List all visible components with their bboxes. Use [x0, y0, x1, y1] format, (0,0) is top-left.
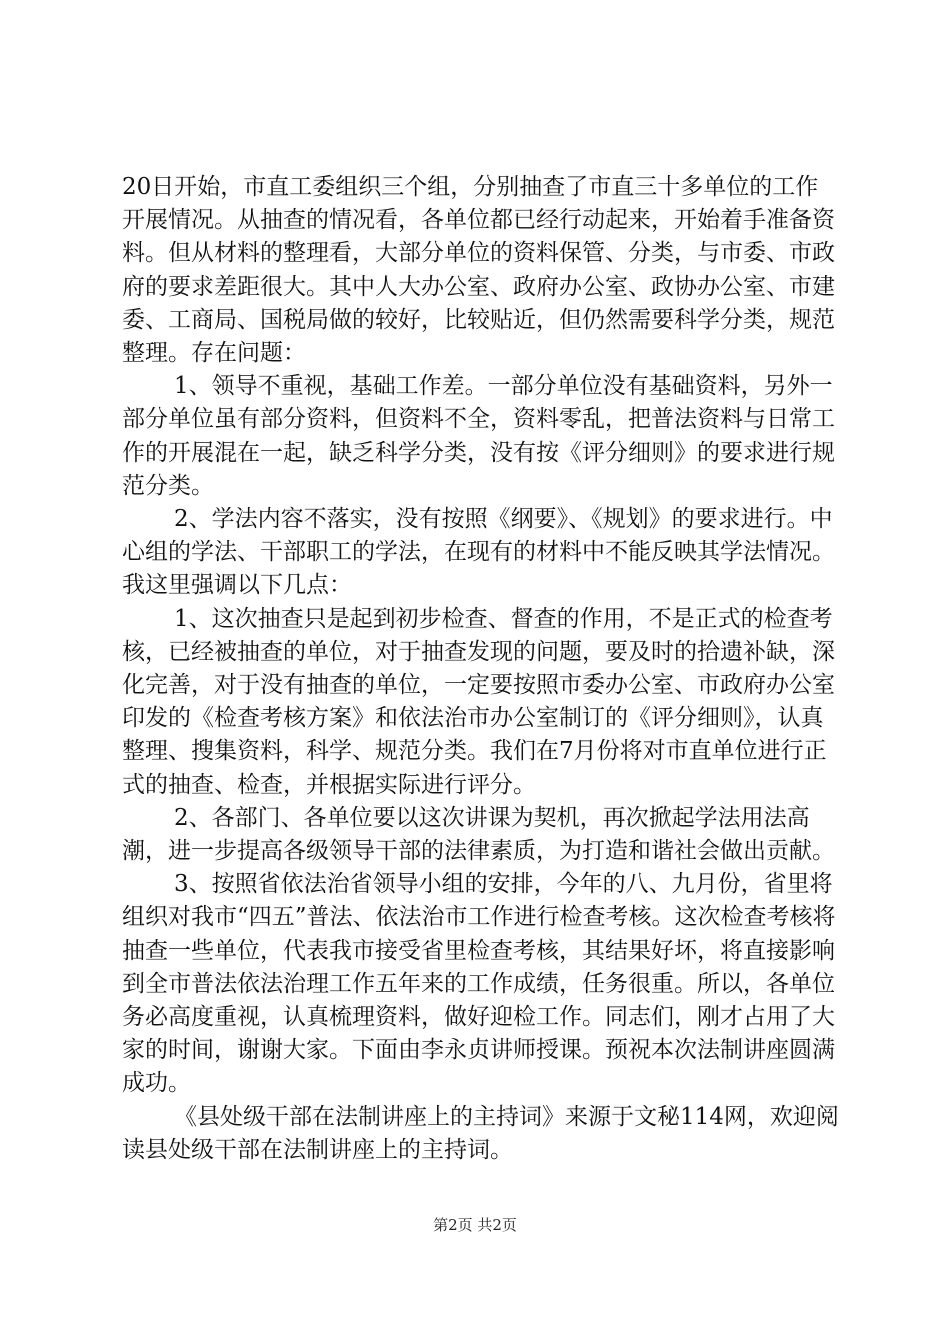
paragraph-intro: 20日开始，市直工委组织三个组，分别抽查了市直三十多单位的工作开展情况。从抽查的情况看，各单位都已经行动起来，开始着手准备资料。但从材料的整理看，大部分单位的资料保管、分类，与市委、市政府的要求差距很大。其中人大办公室、政府办公室、政协办公室、市建委、工商局、国税局做的较好，比较贴近，但仍然需要科学分类，规范整理。存在问题：: [122, 174, 835, 367]
paragraph-problem-2: 2、学法内容不落实，没有按照《纲要》、《规划》的要求进行。中心组的学法、干部职工的学法，在现有的材料中不能反映其学法情况。我这里强调以下几点：: [122, 506, 835, 599]
paragraph-point-3: 3、按照省依法治省领导小组的安排，今年的八、九月份，省里将组织对我市“四五”普法、依法治市工作进行检查考核。这次检查考核将抽查一些单位，代表我市接受省里检查考核，其结果好坏，将直接影响到全市普法依法治理工作五年来的工作成绩，任务很重。所以，各单位务必高度重视，认真梳理资料，做好迎检工作。同志们，刚才占用了大家的时间，谢谢大家。下面由李永贞讲师授课。预祝本次法制讲座圆满成功。: [122, 871, 836, 1097]
page-footer: [0, 1214, 950, 1235]
paragraph-point-1: 1、这次抽查只是起到初步检查、督查的作用，不是正式的检查考核，已经被抽查的单位，对于抽查发现的问题，要及时的拾遗补缺，深化完善，对于没有抽查的单位，一定要按照市委办公室、市政府办公室印发的《检查考核方案》和依法治市办公室制订的《评分细则》，认真整理、搜集资料，科学、规范分类。我们在7月份将对市直单位进行正式的抽查、检查，并根据实际进行评分。: [122, 605, 835, 798]
document-body: [122, 171, 840, 1167]
page-number-label: 第2页 共2页: [433, 1216, 517, 1234]
paragraph-source-note: 《县处级干部在法制讲座上的主持词》来源于文秘114网，欢迎阅读县处级干部在法制讲座上的主持词。: [122, 1103, 839, 1163]
paragraph-problem-1: 1、领导不重视，基础工作差。一部分单位没有基础资料，另外一部分单位虽有部分资料，但资料不全，资料零乱，把普法资料与日常工作的开展混在一起，缺乏科学分类，没有按《评分细则》的要求进行规范分类。: [122, 373, 835, 499]
paragraph-point-2: 2、各部门、各单位要以这次讲课为契机，再次掀起学法用法高潮，进一步提高各级领导干部的法律素质，为打造和谐社会做出贡献。: [122, 804, 835, 865]
